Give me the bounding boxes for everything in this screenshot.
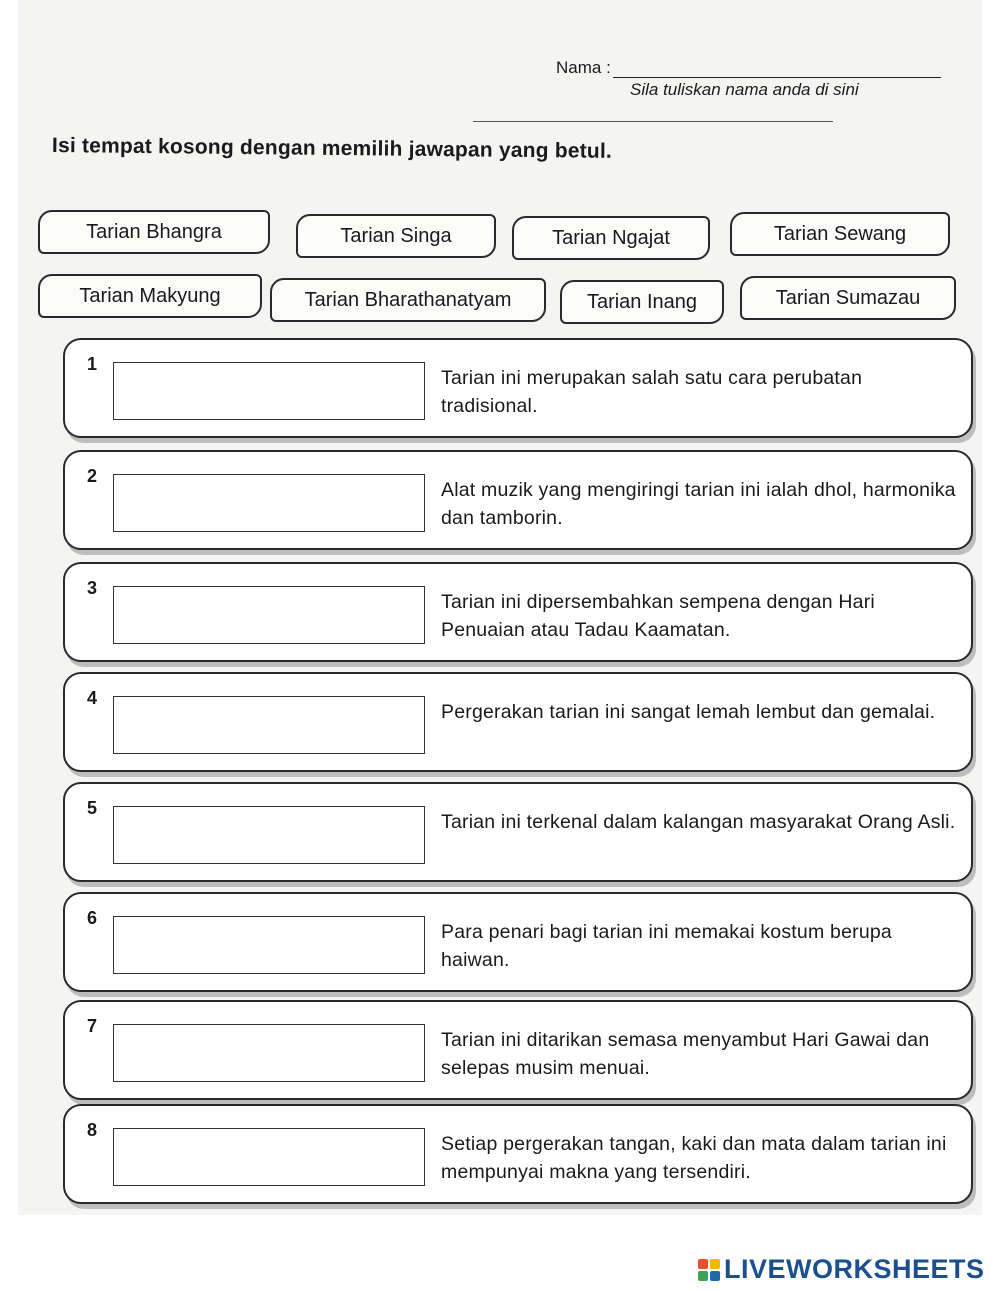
instruction-heading: Isi tempat kosong dengan memilih jawapan yang betul. [51,134,613,163]
question-text: Tarian ini dipersembahkan sempena dengan Hari Penuaian atau Tadau Kaamatan. [441,591,875,641]
word-chip-7[interactable]: Tarian Inang [560,280,724,324]
question-text: Pergerakan tarian ini sangat lemah lembut dan gemalai. [441,701,936,723]
word-chip-1[interactable]: Tarian Bhangra [38,210,270,254]
word-chip-3[interactable]: Tarian Ngajat [512,216,710,260]
word-chip-2[interactable]: Tarian Singa [296,214,496,258]
answer-box-7[interactable] [113,1024,425,1082]
name-input-line[interactable] [613,59,941,78]
question-text: Tarian ini terkenal dalam kalangan masyarakat Orang Asli. [441,811,956,833]
word-chip-4[interactable]: Tarian Sewang [730,212,950,256]
answer-box-1[interactable] [113,362,425,420]
answer-box-6[interactable] [113,916,425,974]
question-text: Setiap pergerakan tangan, kaki dan mata dalam tarian ini mempunyai makna yang tersendiri. [441,1133,947,1183]
question-card-2 [63,450,973,550]
word-chip-5[interactable]: Tarian Makyung [38,274,262,318]
question-number: 5 [87,798,98,818]
question-number: 6 [87,908,98,928]
question-number: 8 [87,1120,98,1140]
logo-square [698,1271,708,1281]
logo-square [698,1259,708,1269]
question-number: 2 [87,466,98,486]
word-chip-6[interactable]: Tarian Bharathanatyam [270,278,546,322]
question-number: 3 [87,578,98,598]
logo-square [710,1271,720,1281]
name-hint: Sila tuliskan nama anda di sini [630,80,859,99]
answer-box-4[interactable] [113,696,425,754]
question-card-8 [63,1104,973,1204]
question-number: 7 [87,1016,98,1036]
question-text: Alat muzik yang mengiringi tarian ini ialah dhol, harmonika dan tamborin. [441,479,956,529]
worksheet-page [18,0,982,1215]
question-text: Para penari bagi tarian ini memakai kostum berupa haiwan. [441,921,892,971]
divider [473,121,833,122]
question-card-4 [63,672,973,772]
word-chip-8[interactable]: Tarian Sumazau [740,276,956,320]
question-card-3 [63,562,973,662]
question-card-5 [63,782,973,882]
logo-square [710,1259,720,1269]
question-text: Tarian ini merupakan salah satu cara perubatan tradisional. [441,367,863,417]
question-card-1 [63,338,973,438]
liveworksheets-logo-icon [698,1259,720,1281]
name-field-row [556,58,941,78]
answer-box-3[interactable] [113,586,425,644]
brand-name: LIVEWORKSHEETS [724,1254,985,1284]
question-text: Tarian ini ditarikan semasa menyambut Hari Gawai dan selepas musim menuai. [441,1029,930,1079]
answer-box-8[interactable] [113,1128,425,1186]
question-card-6 [63,892,973,992]
name-label: Nama : [556,58,611,77]
question-card-7 [63,1000,973,1100]
answer-box-2[interactable] [113,474,425,532]
liveworksheets-brand[interactable] [698,1254,985,1285]
answer-box-5[interactable] [113,806,425,864]
question-number: 4 [87,688,98,708]
question-number: 1 [87,354,98,374]
